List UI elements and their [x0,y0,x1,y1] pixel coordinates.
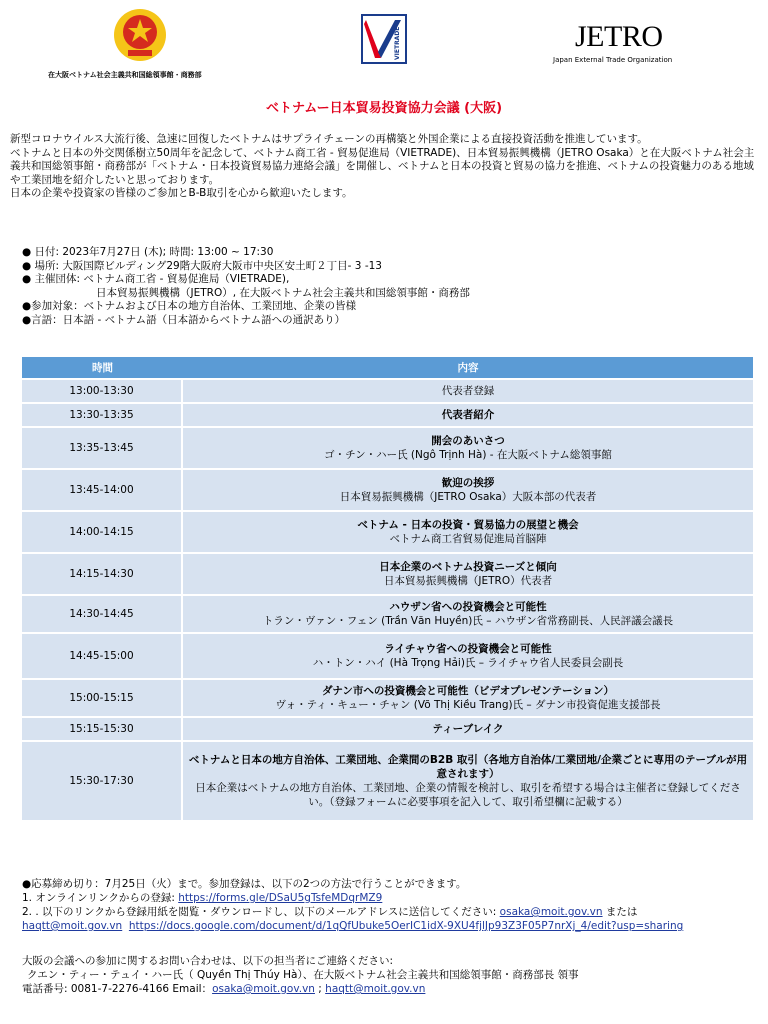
row-time: 14:15-14:30 [22,554,183,594]
or-text: または [602,906,638,918]
row-title: 日本企業のベトナム投資ニーズと傾向 [379,561,557,573]
row-time: 15:00-15:15 [22,680,183,716]
column-header-content: 内容 [183,357,753,378]
vietnam-emblem-icon [110,8,170,64]
row-detail: 日本貿易振興機構（JETRO）代表者 [383,575,553,587]
table-row [22,718,753,740]
row-title: ライチャウ省への投資機会と可能性 [384,643,552,655]
form-links [22,919,762,933]
table-row [22,554,753,594]
vietrade-logo-icon [361,14,407,64]
row-detail: ベトナム商工省貿易促進局首脳陣 [389,533,547,545]
info-organizers: ● 主催団体: ベトナム商工省 - 貿易促進局（VIETRADE), [22,273,290,285]
row-content [183,512,753,552]
row-title: 歓迎の挨拶 [441,477,495,489]
form-prefix: 2. . 以下のリンクから登録用紙を閲覧・ダウンロードし、以下のメールアドレスに送信してください: [22,906,500,918]
vietrade-text: VIETRADE [394,26,401,60]
schedule-table [22,355,753,822]
table-row [22,680,753,716]
row-title: 開会のあいさつ [431,435,505,447]
row-time: 13:30-13:35 [22,404,183,426]
row-time: 15:15-15:30 [22,718,183,740]
table-row [22,512,753,552]
jetro-subtitle: Japan External Trade Organization [553,56,673,64]
row-content [183,718,753,740]
contact-email-osaka[interactable]: osaka@moit.gov.vn [212,983,315,995]
logo-bar [0,0,768,90]
row-detail: トラン・ヴァン・フェン (Trần Văn Huyền)氏 – ハウザン省常務副長、人民評議会議長 [262,615,674,627]
row-detail: ゴ・チン・ハー氏 (Ngô Trịnh Hà) - 在大阪ベトナム総領事館 [324,449,612,461]
table-row [22,428,753,468]
info-date: ● 日付: 2023年7月27日 (木); 時間: 13:00 ~ 17:30 [22,246,274,258]
form-registration [22,905,762,919]
event-info [22,246,762,327]
row-title: ハウザン省への投資機会と可能性 [389,601,547,613]
row-title: ダナン市への投資機会と可能性（ビデオプレゼンテーション） [321,685,615,697]
info-organizers-cont: 日本貿易振興機構（JETRO）, 在大阪ベトナム社会主義共和国総領事館・商務部 [96,286,470,299]
phone-prefix: 電話番号: 0081-7-2276-4166 Email： [22,983,213,995]
online-registration [22,891,762,905]
online-prefix: 1. オンラインリンクからの登録: [22,892,179,904]
consulate-caption: 在大阪ベトナム社会主義共和国総領事館・商務部 [48,71,202,79]
table-row [22,380,753,402]
document-link[interactable]: https://docs.google.com/document/d/1qQfUbuke5OerIC1idX-9XU4fjlJp93Z3F05P7nrXj_4/edit?usp=sharing [128,920,684,932]
row-detail: 代表者登録 [441,385,495,397]
table-row [22,742,753,820]
email-link-osaka[interactable]: osaka@moit.gov.vn [499,906,603,918]
row-time: 15:30-17:30 [22,742,183,820]
column-header-time: 時間 [22,357,183,378]
row-time: 14:45-15:00 [22,634,183,678]
row-title: 代表者紹介 [441,409,495,421]
row-content [183,428,753,468]
contact-section [22,954,762,996]
contact-person: クエン・ティー・テュイ・ハー氏（ Quyền Thị Thúy Hà）、在大阪ベトナム社会主義共和国総領事館・商務部長 領事 [27,969,579,981]
contact-intro: 大阪の会議への参加に関するお問い合わせは、以下の担当者にご連絡ください: [22,955,394,967]
online-form-link[interactable]: https://forms.gle/DSaU5gTsfeMDqrMZ9 [178,892,383,904]
row-content [183,742,753,820]
table-header-row [22,357,753,378]
email-link-haqtt[interactable]: haqtt@moit.gov.vn [22,920,123,932]
row-time: 13:45-14:00 [22,470,183,510]
row-time: 13:35-13:45 [22,428,183,468]
contact-email-haqtt[interactable]: haqtt@moit.gov.vn [325,983,426,995]
row-time: 13:00-13:30 [22,380,183,402]
info-audience: ●参加対象：ベトナムおよび日本の地方自治体、工業団地、企業の皆様 [22,300,357,312]
table-row [22,404,753,426]
row-content [183,634,753,678]
row-time: 14:00-14:15 [22,512,183,552]
intro-paragraph: ベトナムと日本の外交関係樹立50周年を記念して、ベトナム商工省 - 貿易促進局（VIETRADE)、日本貿易振興機構（JETRO Osaka）と在大阪ベトナム社会主義共和国総領事館・商務部が「ベトナム・日本投資貿易協力連絡会議」を開催し、ベトナムと日本の投資と貿易の協力を推進、ベトナムの投資魅力のある地域や工業団地を紹介したいと思っております。 [10,146,755,186]
intro-text [10,133,762,201]
row-content [183,404,753,426]
jetro-logo: JETRO [575,20,663,53]
row-title: ベトナム - 日本の投資・貿易協力の展望と機会 [357,519,579,531]
row-detail: ヴォ・ティ・キュー・チャン (Võ Thị Kiều Trang)氏 – ダナン市投資促進支援部長 [275,699,661,711]
row-detail: ハ・トン・ハイ (Hà Trọng Hải)氏 – ライチャウ省人民委員会副長 [312,657,624,669]
intro-paragraph: 新型コロナウイルス大流行後、急速に回復したベトナムはサプライチェーンの再構築と外国企業による直接投資活動を推進しています。 [10,133,648,145]
row-title: ベトナムと日本の地方自治体、工業団地、企業間のB2B 取引（各地方自治体/工業団地/企業ごとに専用のテーブルが用意されます） [188,754,748,780]
row-content [183,680,753,716]
row-time: 14:30-14:45 [22,596,183,632]
row-content [183,554,753,594]
table-row [22,470,753,510]
row-content [183,380,753,402]
intro-paragraph: 日本の企業や投資家の皆様のご参加とB-B取引を心から歓迎いたします。 [10,187,353,199]
info-place: ● 場所: 大阪国際ビルディング29階大阪府大阪市中央区安土町２丁目- 3 -13 [22,259,382,272]
deadline-text: ●応募締め切り：7月25日（火）まで。参加登録は、以下の2つの方法で行うことができます。 [22,878,467,890]
email-separator: ; [314,983,326,995]
registration-notes [22,877,762,933]
page-title: ベトナムー日本貿易投資協力会議 (大阪) [265,101,503,116]
info-language: ●言語：日本語 - ベトナム語（日本語からベトナム語への通訳あり） [22,313,346,326]
row-content [183,596,753,632]
row-content [183,470,753,510]
row-detail: 日本貿易振興機構（JETRO Osaka）大阪本部の代表者 [339,491,597,503]
table-row [22,596,753,632]
row-detail: 日本企業はベトナムの地方自治体、工業団地、企業の情報を検討し、取引を希望する場合は主催者に登録してください。（登録フォームに必要事項を記入して、取引希望欄に記載する） [195,782,741,808]
row-title: ティーブレイク [432,723,504,735]
contact-phone [22,982,762,996]
table-row [22,634,753,678]
